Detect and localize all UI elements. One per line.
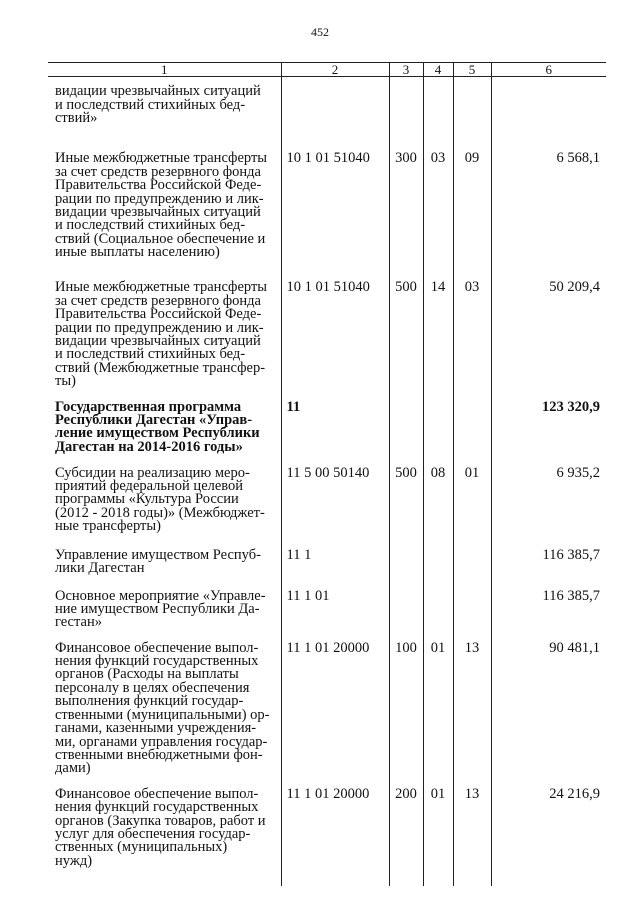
- row-col3: 500: [389, 459, 423, 541]
- page-number: 452: [311, 25, 329, 39]
- row-col5: 13: [453, 776, 491, 886]
- row-description: Государственная программа Республики Дагестан «Управ- ление имуществом Республики Дагестан на 2014-2016 годы»: [48, 389, 281, 459]
- row-col5: 01: [453, 459, 491, 541]
- row-col5: [453, 541, 491, 582]
- row-description: Субсидии на реализацию меро- приятий федеральной целевой программы «Культура России (2012 - 2018 годы)» (Межбюджет- ные трансферты): [48, 459, 281, 541]
- row-code: 11 1 01 20000: [281, 776, 389, 886]
- table-row: [48, 634, 606, 776]
- row-col4: [423, 389, 453, 459]
- column-header: 4: [423, 63, 453, 77]
- table-row: [48, 582, 606, 634]
- row-col4: [423, 582, 453, 634]
- row-col5: 13: [453, 634, 491, 776]
- row-col4: 08: [423, 459, 453, 541]
- row-col5: 09: [453, 140, 491, 265]
- row-amount: 116 385,7: [491, 582, 606, 634]
- row-description: Управление имуществом Респуб- лики Дагестан: [48, 541, 281, 582]
- row-col3: 300: [389, 140, 423, 265]
- table-row: [48, 77, 606, 141]
- row-amount: 90 481,1: [491, 634, 606, 776]
- row-col5: [453, 582, 491, 634]
- table-row: [48, 776, 606, 886]
- row-col3: [389, 389, 423, 459]
- row-col3: [389, 77, 423, 141]
- row-amount: 116 385,7: [491, 541, 606, 582]
- row-col4: [423, 77, 453, 141]
- table-row: [48, 265, 606, 388]
- row-col3: 100: [389, 634, 423, 776]
- row-col3: [389, 541, 423, 582]
- row-col3: 500: [389, 265, 423, 388]
- table-row: [48, 140, 606, 265]
- row-amount: 24 216,9: [491, 776, 606, 886]
- row-amount: 50 209,4: [491, 265, 606, 388]
- row-description: Основное мероприятие «Управле- ние имуществом Республики Да- гестан»: [48, 582, 281, 634]
- column-header: 2: [281, 63, 389, 77]
- column-header: 3: [389, 63, 423, 77]
- row-code: 10 1 01 51040: [281, 140, 389, 265]
- table-row: [48, 389, 606, 459]
- row-code: 11: [281, 389, 389, 459]
- table-row: [48, 459, 606, 541]
- row-col3: [389, 582, 423, 634]
- row-col3: 200: [389, 776, 423, 886]
- row-code: 11 1 01 20000: [281, 634, 389, 776]
- row-col5: [453, 389, 491, 459]
- row-code: 11 1 01: [281, 582, 389, 634]
- row-code: [281, 77, 389, 141]
- row-description: видации чрезвычайных ситуаций и последствий стихийных бед- ствий»: [48, 77, 281, 141]
- row-amount: [491, 77, 606, 141]
- row-col5: 03: [453, 265, 491, 388]
- column-header: 6: [491, 63, 606, 77]
- row-amount: 123 320,9: [491, 389, 606, 459]
- row-col5: [453, 77, 491, 141]
- row-code: 11 5 00 50140: [281, 459, 389, 541]
- table-body: [48, 77, 606, 886]
- budget-table: [48, 62, 606, 886]
- row-code: 10 1 01 51040: [281, 265, 389, 388]
- row-description: Иные межбюджетные трансферты за счет средств резервного фонда Правительства Российской Феде- рации по предупреждению и лик- видации чрезвычайных ситуаций и последствий стихийных бед- ствий (Межбюджетные трансфер- ты): [48, 265, 281, 388]
- row-col4: 01: [423, 634, 453, 776]
- column-header: 1: [48, 63, 281, 77]
- column-header: 5: [453, 63, 491, 77]
- table-row: [48, 541, 606, 582]
- row-description: Финансовое обеспечение выпол- нения функций государственных органов (Закупка товаров, работ и услуг для обеспечения государ- ственных (муниципальных) нужд): [48, 776, 281, 886]
- table-header-row: [48, 63, 606, 77]
- row-description: Иные межбюджетные трансферты за счет средств резервного фонда Правительства Российской Феде- рации по предупреждению и лик- видации чрезвычайных ситуаций и последствий стихийных бед- ствий (Социальное обеспечение и иные выплаты населению): [48, 140, 281, 265]
- row-amount: 6 568,1: [491, 140, 606, 265]
- row-col4: 03: [423, 140, 453, 265]
- row-amount: 6 935,2: [491, 459, 606, 541]
- row-col4: [423, 541, 453, 582]
- row-code: 11 1: [281, 541, 389, 582]
- row-col4: 14: [423, 265, 453, 388]
- row-col4: 01: [423, 776, 453, 886]
- row-description: Финансовое обеспечение выпол- нения функций государственных органов (Расходы на выплаты персоналу в целях обеспечения выполнения функций государ- ственными (муниципальными) ор- ганами, казенными учреждения- ми, органами управления государ- ственными внебюджетными фон- дами): [48, 634, 281, 776]
